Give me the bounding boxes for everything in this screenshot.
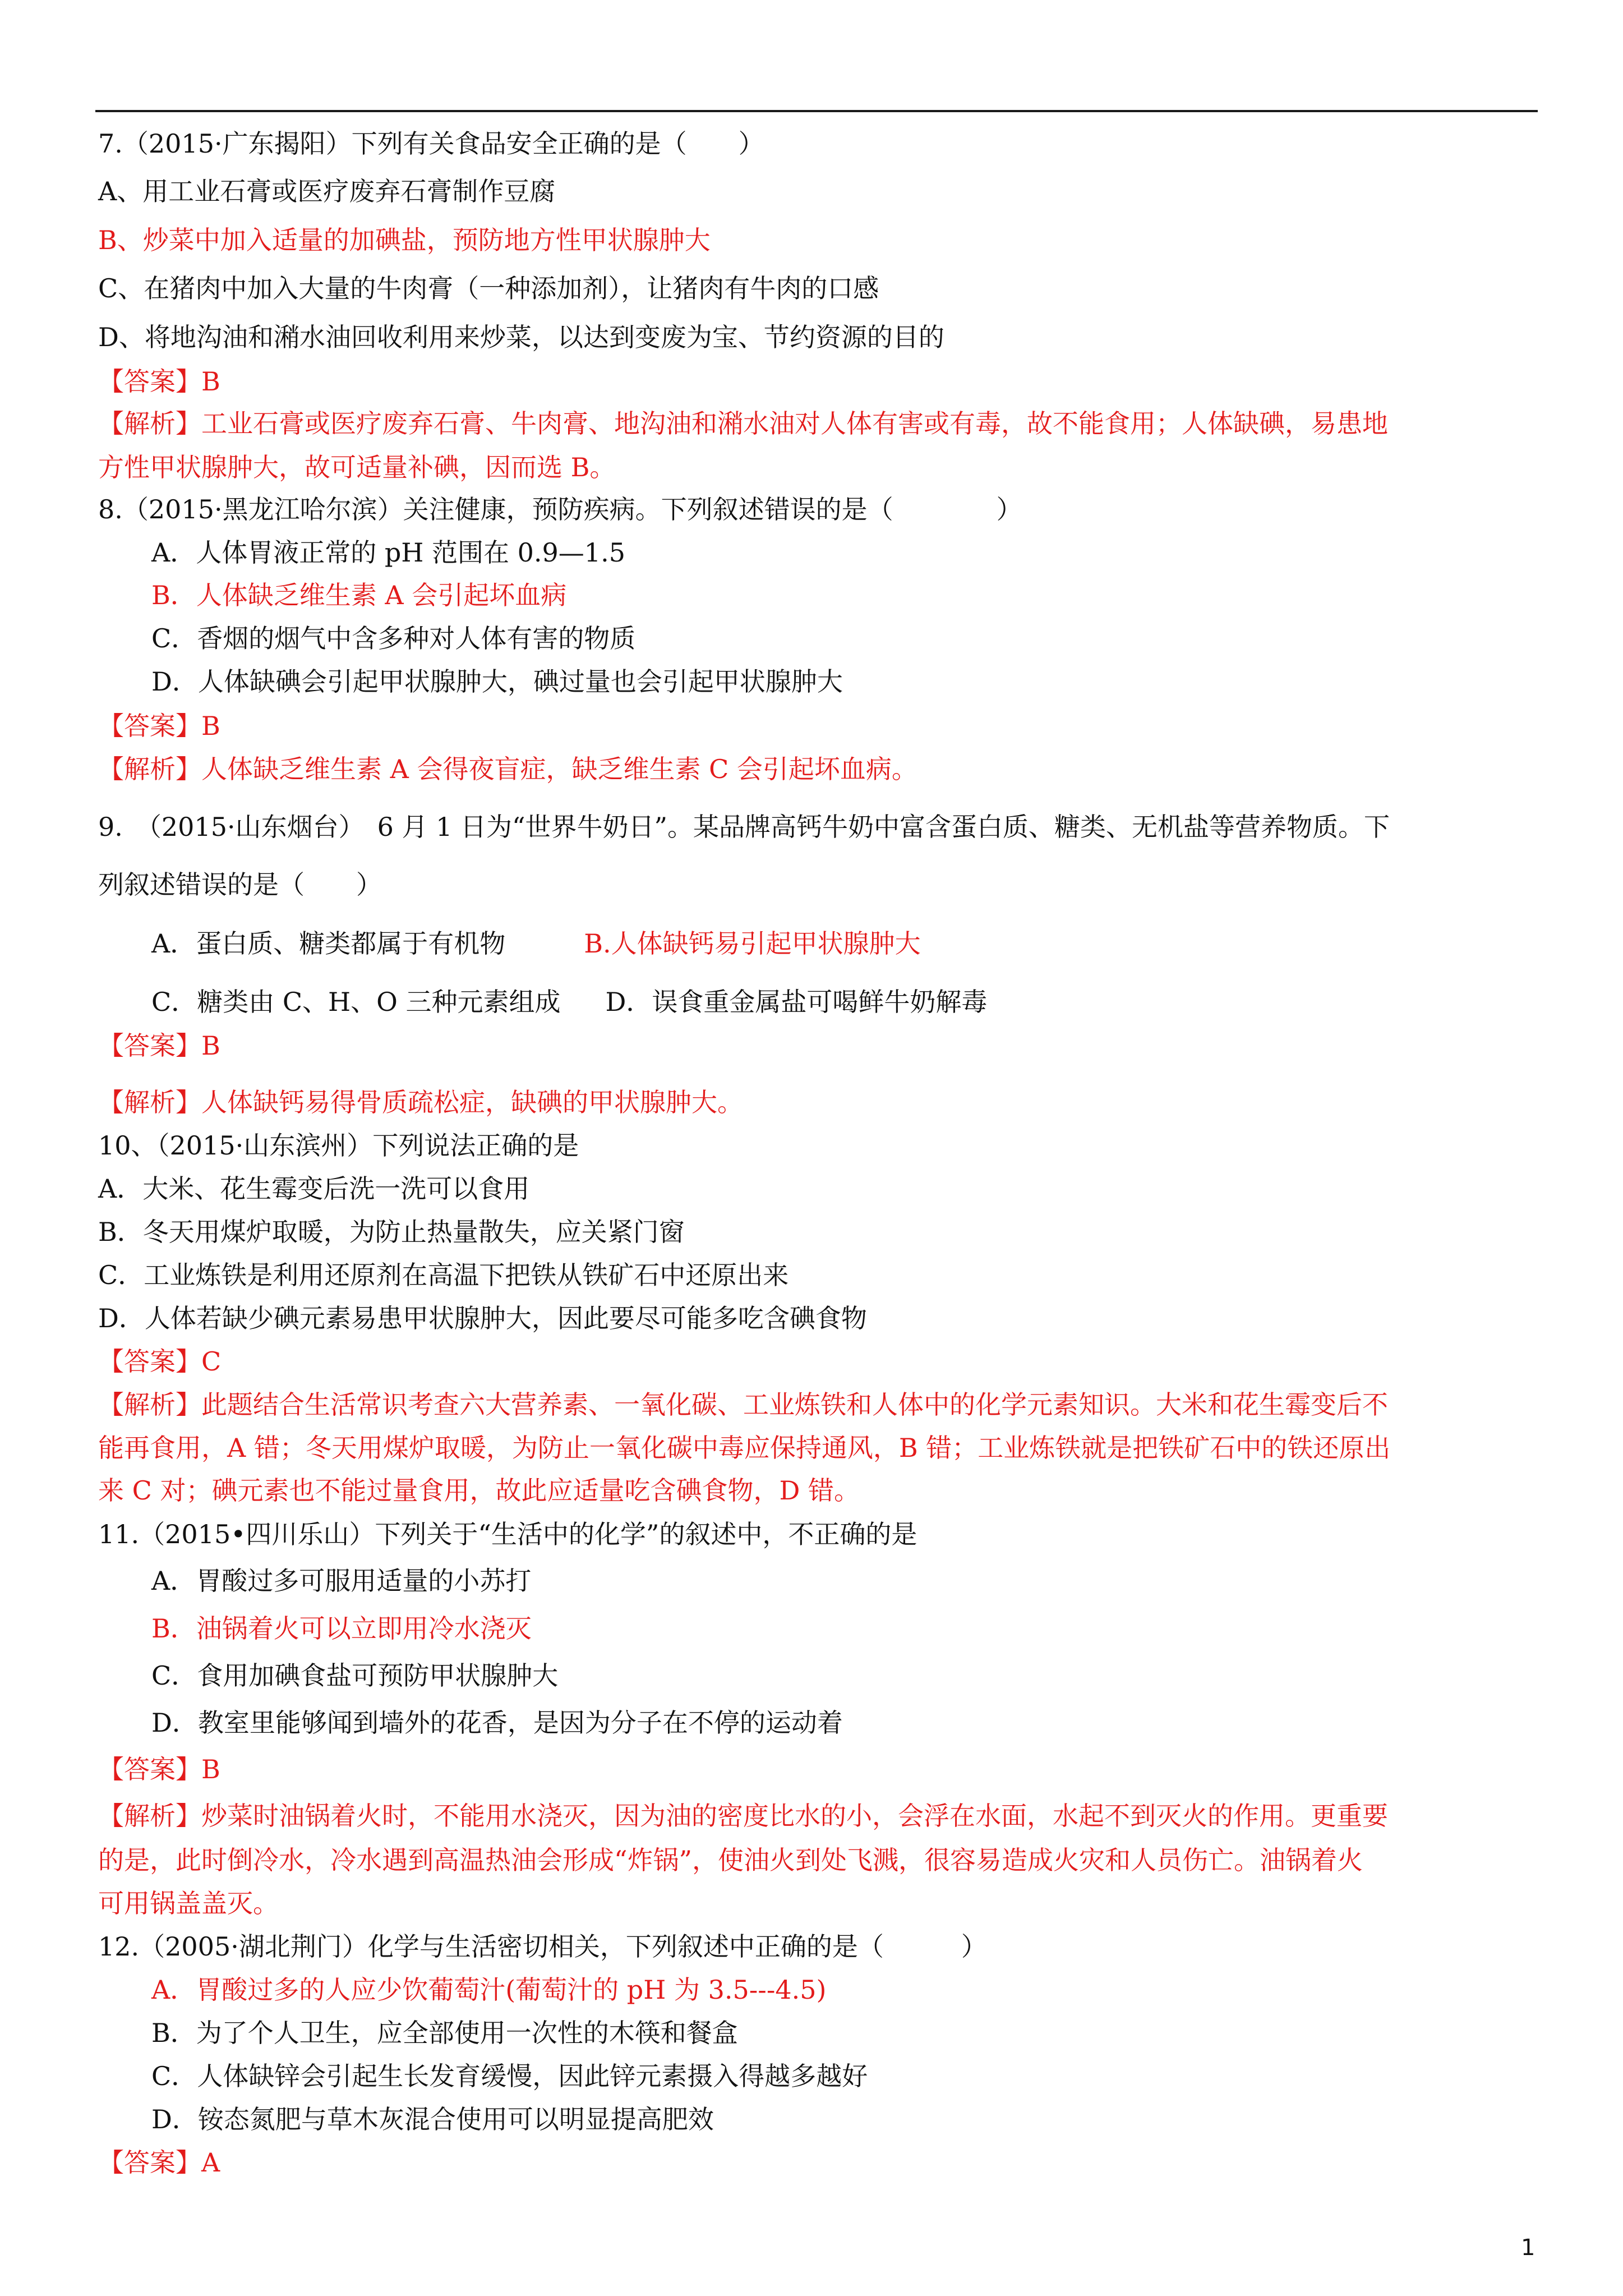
question-9-answer <box>98 1029 220 1062</box>
answer-value: B <box>201 1030 220 1061</box>
question-7-option-a: A、用工业石膏或医疗废弃石膏制作豆腐 <box>98 176 556 206</box>
question-9-analysis-line-1 <box>98 1085 743 1119</box>
question-7-option-c: C、在猪肉中加入大量的牛肉膏（一种添加剂），让猪肉有牛肉的口感 <box>98 273 879 303</box>
question-9-options-row-2 <box>151 985 987 1019</box>
question-9-options-row-1 <box>151 927 921 960</box>
question-9-option-b: B.人体缺钙易引起甲状腺肿大 <box>584 928 921 959</box>
question-8-answer <box>98 709 220 743</box>
analysis-label: 【解析】 <box>98 754 201 784</box>
question-12-option-a: A．胃酸过多的人应少饮葡萄汁(葡萄汁的 pH 为 3.5---4.5) <box>151 1975 827 2005</box>
analysis-label: 【解析】 <box>98 1087 201 1117</box>
analysis-text: 工业石膏或医疗废弃石膏、牛肉膏、地沟油和潲水油对人体有害或有毒，故不能食用；人体缺碘，易患地 <box>201 408 1388 439</box>
question-9-option-d: D．误食重金属盐可喝鲜牛奶解毒 <box>605 987 988 1017</box>
question-11-stem: 11.（2015•四川乐山）下列关于“生活中的化学”的叙述中，不正确的是 <box>98 1519 917 1549</box>
question-11-option-c: C．食用加碘食盐可预防甲状腺肿大 <box>151 1660 559 1691</box>
analysis-text: 人体缺钙易得骨质疏松症，缺碘的甲状腺肿大。 <box>201 1087 743 1117</box>
question-10-option-a: A．大米、花生霉变后洗一洗可以食用 <box>98 1174 530 1204</box>
header-rule <box>95 110 1538 112</box>
answer-value: B <box>201 366 220 397</box>
question-11-option-b: B．油锅着火可以立即用冷水浇灭 <box>151 1613 532 1644</box>
answer-value: B <box>201 711 220 741</box>
question-11-option-a: A．胃酸过多可服用适量的小苏打 <box>151 1566 532 1596</box>
analysis-label: 【解析】 <box>98 1801 201 1831</box>
question-8-analysis-line-1 <box>98 752 917 786</box>
answer-value: A <box>201 2147 220 2178</box>
question-9-stem-line-1: 9. （2015·山东烟台） 6 月 1 日为“世界牛奶日”。某品牌高钙牛奶中富含蛋白质、糖类、无机盐等营养物质。下 <box>98 812 1390 842</box>
question-7-stem: 7.（2015·广东揭阳）下列有关食品安全正确的是（ ） <box>98 128 764 159</box>
question-8-option-c: C．香烟的烟气中含多种对人体有害的物质 <box>151 623 636 654</box>
question-8-option-d: D．人体缺碘会引起甲状腺肿大，碘过量也会引起甲状腺肿大 <box>151 666 843 697</box>
question-9-option-c: C．糖类由 C、H、O 三种元素组成 <box>151 987 561 1017</box>
question-7-option-d: D、将地沟油和潲水油回收利用来炒菜，以达到变废为宝、节约资源的目的 <box>98 322 944 352</box>
question-8-option-a: A．人体胃液正常的 pH 范围在 0.9—1.5 <box>151 537 625 568</box>
analysis-label: 【解析】 <box>98 408 201 439</box>
answer-label: 【答案】 <box>98 1754 201 1784</box>
question-10-option-c: C．工业炼铁是利用还原剂在高温下把铁从铁矿石中还原出来 <box>98 1260 789 1290</box>
question-12-option-b: B．为了个人卫生，应全部使用一次性的木筷和餐盒 <box>151 2018 738 2048</box>
question-7-analysis-line-1 <box>98 407 1388 440</box>
analysis-label: 【解析】 <box>98 1389 201 1420</box>
analysis-text: 炒菜时油锅着火时，不能用水浇灭，因为油的密度比水的小，会浮在水面，水起不到灭火的作用。更重要 <box>201 1801 1388 1831</box>
question-11-answer <box>98 1752 220 1786</box>
question-12-option-d: D．铵态氮肥与草木灰混合使用可以明显提高肥效 <box>151 2104 714 2134</box>
question-10-analysis-line-2: 能再食用，A 错；冬天用煤炉取暖，为防止一氧化碳中毒应保持通风，B 错；工业炼铁就是把铁矿石中的铁还原出 <box>98 1433 1391 1463</box>
question-7-analysis-line-2: 方性甲状腺肿大，故可适量补碘，因而选 B。 <box>98 452 616 482</box>
answer-value: C <box>201 1346 222 1377</box>
question-11-analysis-line-2: 的是，此时倒冷水，冷水遇到高温热油会形成“炸锅”，使油火到处飞溅，很容易造成火灾和人员伤亡。油锅着火 <box>98 1845 1363 1875</box>
answer-label: 【答案】 <box>98 366 201 397</box>
answer-label: 【答案】 <box>98 1346 201 1377</box>
answer-label: 【答案】 <box>98 2147 201 2178</box>
question-10-analysis-line-1 <box>98 1388 1388 1421</box>
question-11-option-d: D．教室里能够闻到墙外的花香，是因为分子在不停的运动着 <box>151 1708 843 1738</box>
question-7-answer <box>98 365 220 398</box>
question-10-answer <box>98 1345 221 1378</box>
question-8-stem: 8.（2015·黑龙江哈尔滨）关注健康，预防疾病。下列叙述错误的是（ ） <box>98 494 1022 524</box>
question-7-option-b: B、炒菜中加入适量的加碘盐，预防地方性甲状腺肿大 <box>98 225 711 255</box>
analysis-text: 人体缺乏维生素 A 会得夜盲症，缺乏维生素 C 会引起坏血病。 <box>201 754 917 784</box>
question-11-analysis-line-1 <box>98 1799 1388 1833</box>
answer-label: 【答案】 <box>98 711 201 741</box>
question-12-option-c: C．人体缺锌会引起生长发育缓慢，因此锌元素摄入得越多越好 <box>151 2061 868 2091</box>
question-12-answer <box>98 2146 220 2179</box>
question-10-option-b: B．冬天用煤炉取暖，为防止热量散失，应关紧门窗 <box>98 1217 685 1247</box>
page-number: 1 <box>1521 2235 1536 2261</box>
question-10-stem: 10、（2015·山东滨州）下列说法正确的是 <box>98 1130 579 1161</box>
question-9-stem-line-2: 列叙述错误的是（ ） <box>98 869 382 900</box>
question-10-option-d: D．人体若缺少碘元素易患甲状腺肿大，因此要尽可能多吃含碘食物 <box>98 1303 867 1333</box>
question-11-analysis-line-3: 可用锅盖盖灭。 <box>98 1888 279 1918</box>
answer-value: B <box>201 1754 220 1784</box>
question-9-option-a: A．蛋白质、糖类都属于有机物 <box>151 928 506 959</box>
analysis-text: 此题结合生活常识考查六大营养素、一氧化碳、工业炼铁和人体中的化学元素知识。大米和花生霉变后不 <box>201 1389 1388 1420</box>
question-10-analysis-line-3: 来 C 对；碘元素也不能过量食用，故此应适量吃含碘食物，D 错。 <box>98 1475 860 1506</box>
answer-label: 【答案】 <box>98 1030 201 1061</box>
question-8-option-b: B．人体缺乏维生素 A 会引起坏血病 <box>151 580 567 610</box>
question-12-stem: 12.（2005·湖北荆门）化学与生活密切相关，下列叙述中正确的是（ ） <box>98 1931 987 1962</box>
